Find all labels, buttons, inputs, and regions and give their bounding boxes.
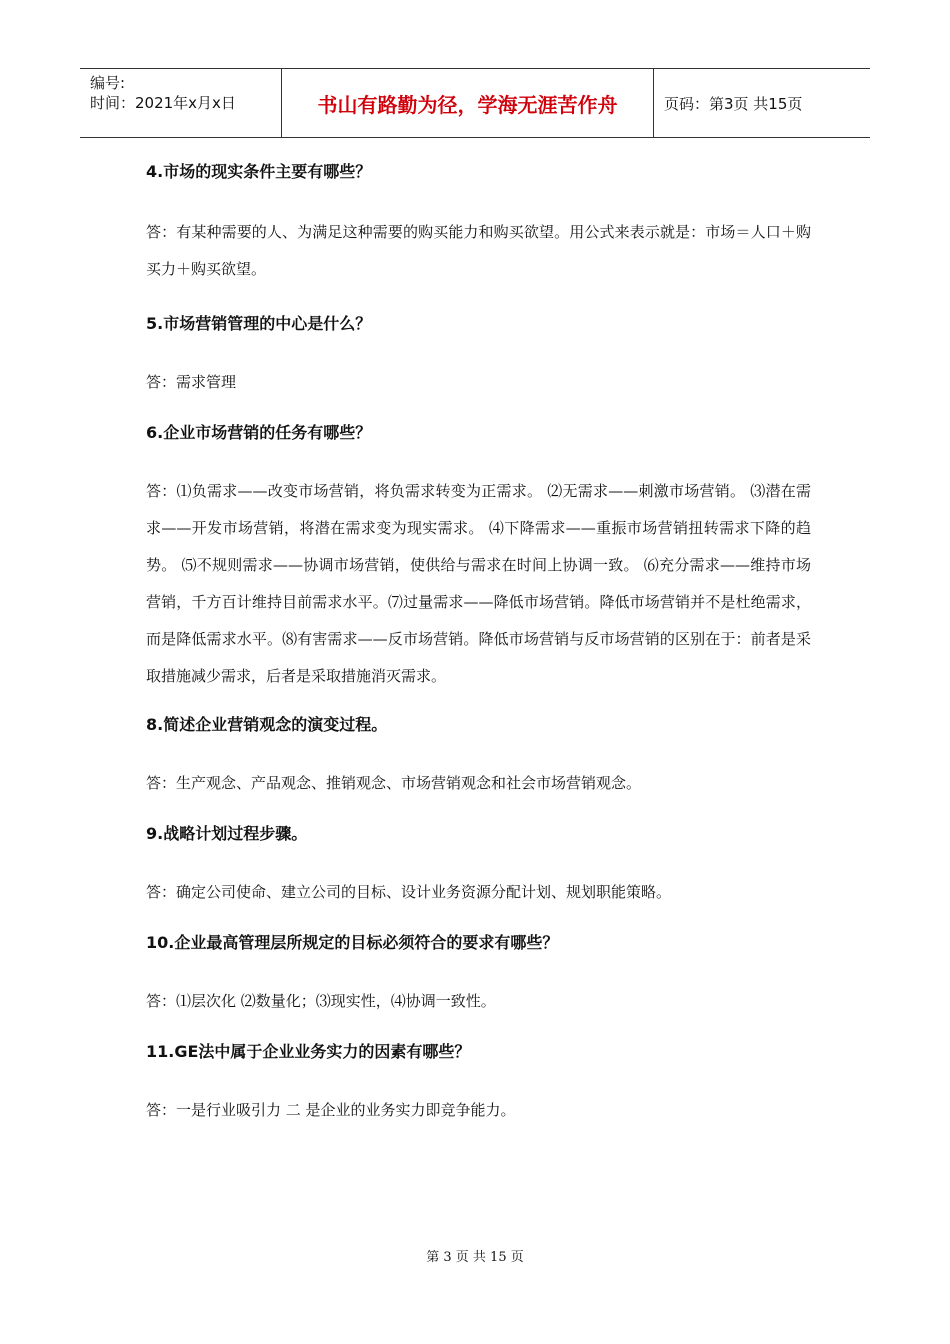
answer-10: 答：⑴层次化 ⑵数量化；⑶现实性，⑷协调一致性。 (146, 992, 496, 1010)
answer-8: 答：生产观念、产品观念、推销观念、市场营销观念和社会市场营销观念。 (146, 774, 642, 792)
question-8: 8.简述企业营销观念的演变过程。 (146, 715, 388, 734)
answer-4: 答：有某种需要的人、为满足这种需要的购买能力和购买欲望。用公式来表示就是：市场＝人口＋购买力＋购买欲望。 (146, 223, 811, 278)
question-4: 4.市场的现实条件主要有哪些？ (146, 162, 372, 181)
answer-6: 答：⑴负需求——改变市场营销，将负需求转变为正需求。 ⑵无需求——刺激市场营销。 ⑶潜在需求——开发市场营销，将潜在需求变为现实需求。 ⑷下降需求——重振市场营销扭转需求下降的趋势。 ⑸不规则需求——协调市场营销，使供给与需求在时间上协调一致。 ⑹充分需求——维持市场营销，千方百计维持目前需求水平。⑺过量需求——降低市场营销。降低市场营销并不是杜绝需求，而是降低需求水平。⑻有害需求——反市场营销。降低市场营销与反市场营销的区别在于：前者是采取措施减少需求，后者是采取措施消灭需求。 (146, 482, 811, 685)
question-10: 10.企业最高管理层所规定的目标必须符合的要求有哪些？ (146, 933, 559, 952)
header-table (80, 68, 870, 138)
date-label: 时间：2021年x月x日 (90, 94, 236, 112)
page-footer: 第 3 页 共 15 页 (426, 1250, 524, 1265)
question-5: 5.市场营销管理的中心是什么？ (146, 314, 372, 333)
answer-5: 答：需求管理 (146, 373, 237, 391)
number-label: 编号: (90, 74, 126, 92)
question-9: 9.战略计划过程步骤。 (146, 824, 308, 843)
answer-9: 答：确定公司使命、建立公司的目标、设计业务资源分配计划、规划职能策略。 (146, 883, 672, 901)
page-info: 页码：第3页 共15页 (664, 94, 803, 113)
document-body (146, 150, 811, 1129)
header-meta-cell (80, 69, 282, 137)
motto: 书山有路勤为径，学海无涯苦作舟 (282, 69, 654, 137)
question-6: 6.企业市场营销的任务有哪些？ (146, 423, 372, 442)
answer-11: 答：一是行业吸引力 二 是企业的业务实力即竞争能力。 (146, 1101, 516, 1119)
question-11: 11.GE法中属于企业业务实力的因素有哪些？ (146, 1042, 471, 1061)
